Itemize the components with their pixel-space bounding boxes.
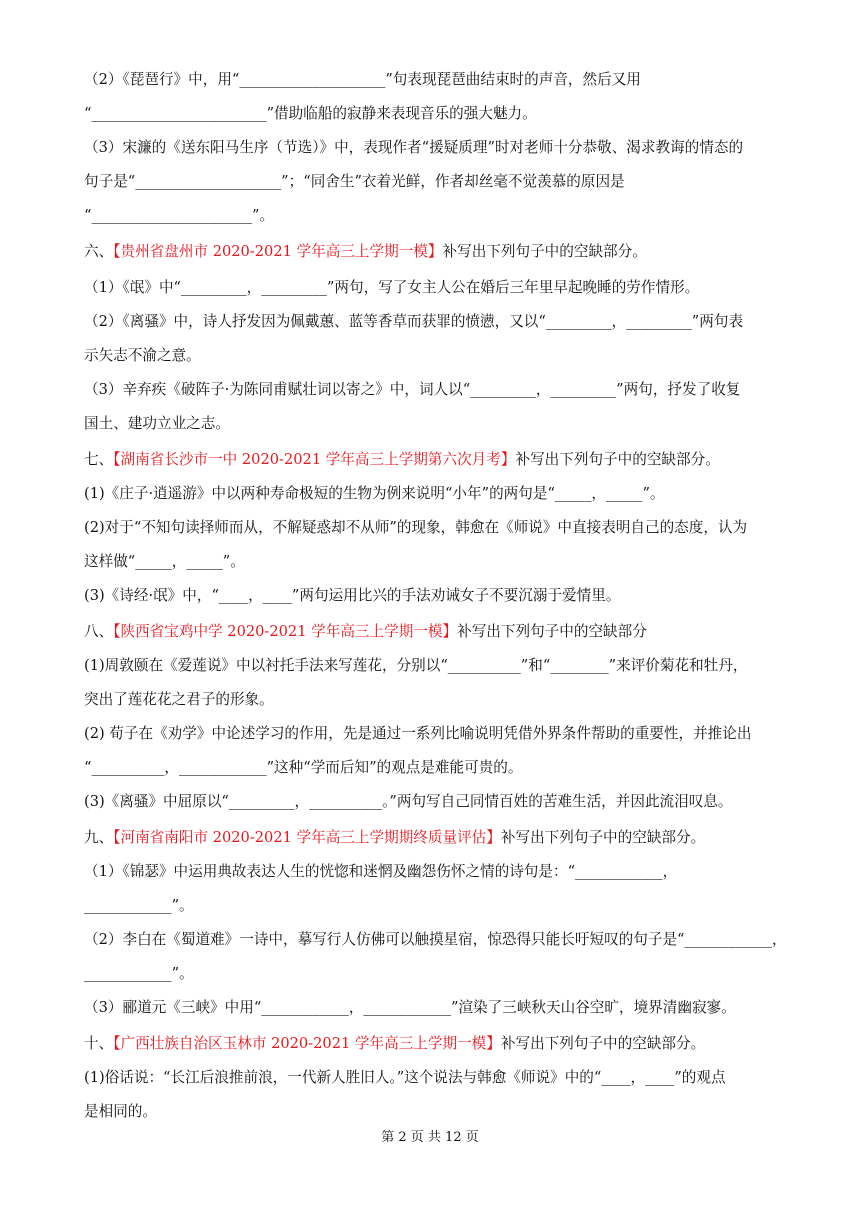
section-number: 九、 (84, 829, 114, 846)
section-source: 【河南省南阳市 2020-2021 学年高三上学期期终质量评估】 (113, 829, 501, 846)
section-heading (84, 622, 784, 642)
section-source: 【广西壮族自治区玉林市 2020-2021 学年高三上学期一模】 (113, 1035, 501, 1052)
text-line: ____________”。 (84, 897, 194, 914)
text-line: (1)俗话说：“长江后浪推前浪，一代新人胜旧人。”这个说法与韩愈《师说》中的“____，____”的观点 (84, 1069, 726, 1086)
section-source: 【湖南省长沙市一中 2020-2021 学年高三上学期第六次月考】 (113, 451, 516, 468)
text-line: (1)周敦颐在《爱莲说》中以衬托手法来写莲花，分别以“__________”和“________”来评价菊花和牡丹， (84, 657, 748, 674)
text-line: （3）宋濂的《送东阳马生序（节选）》中，表现作者“援疑质理”时对老师十分恭敬、渴求教诲的情态的 (84, 139, 744, 156)
section-number: 七、 (84, 451, 114, 468)
section-heading (84, 242, 784, 262)
text-line: “________________________”借助临船的寂静来表现音乐的强大魅力。 (84, 105, 537, 122)
text-line: 句子是“____________________”；“同舍生”衣着光鲜，作者却丝毫不觉羡慕的原因是 (84, 173, 625, 190)
text-line: （2）李白在《蜀道难》一诗中，摹写行人仿佛可以触摸星宿，惊恐得只能长吁短叹的句子是“____________， (84, 931, 787, 948)
text-line: 示矢志不渝之意。 (84, 347, 201, 364)
section-instruction: 补写出下列句子中的空缺部分。 (500, 829, 706, 846)
text-line: (2)对于“不知句读择师而从，不解疑惑却不从师”的现象，韩愈在《师说》中直接表明自己的态度，认为 (84, 519, 748, 536)
text-line: 是相同的。 (84, 1103, 157, 1120)
section-heading (84, 450, 784, 470)
section-source: 【陕西省宝鸡中学 2020-2021 学年高三上学期一模】 (113, 623, 458, 640)
section-number: 八、 (84, 623, 114, 640)
text-line: (2) 荀子在《劝学》中论述学习的作用，先是通过一系列比喻说明凭借外界条件帮助的重要性，并推论出 (84, 725, 752, 742)
section-instruction: 补写出下列句子中的空缺部分。 (500, 1035, 706, 1052)
text-line: ____________”。 (84, 965, 194, 982)
text-line: “______________________”。 (84, 207, 275, 224)
section-instruction: 补写出下列句子中的空缺部分。 (515, 451, 720, 468)
text-line: （1）《锦瑟》中运用典故表达人生的恍惚和迷惘及幽怨伤怀之情的诗句是：“____________， (84, 863, 678, 880)
text-line: （2）《离骚》中，诗人抒发因为佩戴蕙、蓝等香草而获罪的愤懑，又以“_________，_________”两句表 (84, 313, 744, 330)
section-instruction: 补写出下列句子中的空缺部分。 (442, 243, 647, 260)
section-source: 【贵州省盘州市 2020-2021 学年高三上学期一模】 (113, 243, 443, 260)
text-line: (1)《庄子·逍遥游》中以两种寿命极短的生物为例来说明“小年”的两句是“_____，_____”。 (84, 485, 665, 502)
section-instruction: 补写出下列句子中的空缺部分 (457, 623, 647, 640)
page-footer: 第 2 页 共 12 页 (381, 1130, 479, 1145)
text-line: （1）《氓》中“_________，_________”两句，写了女主人公在婚后三年里早起晚睡的劳作情形。 (84, 279, 700, 296)
text-line: 突出了莲花花之君子的形象。 (84, 691, 274, 708)
section-number: 十、 (84, 1035, 114, 1052)
text-line: “__________，____________”这种“学而后知”的观点是难能可贵的。 (84, 759, 523, 776)
text-line: （3）辛弃疾《破阵子·为陈同甫赋壮词以寄之》中，词人以“_________，_________”两句，抒发了收复 (84, 381, 741, 398)
text-line: (3)《离骚》中屈原以“_________，__________。”两句写自己同情百姓的苦难生活，并因此流泪叹息。 (84, 793, 733, 810)
text-line: 国土、建功立业之志。 (84, 415, 230, 432)
text-line: 这样做“_____，_____”。 (84, 553, 245, 570)
section-heading (84, 828, 784, 848)
section-number: 六、 (84, 243, 114, 260)
section-heading (84, 1034, 784, 1054)
text-line: （3）郦道元《三峡》中用“____________，____________”渲染了三峡秋天山谷空旷，境界清幽寂寥。 (84, 999, 736, 1016)
text-line: （2）《琵琶行》中，用“____________________”句表现琵琶曲结束时的声音，然后又用 (84, 71, 641, 88)
text-line: (3)《诗经·氓》中，“____，____”两句运用比兴的手法劝诫女子不要沉溺于爱情里。 (84, 587, 621, 604)
